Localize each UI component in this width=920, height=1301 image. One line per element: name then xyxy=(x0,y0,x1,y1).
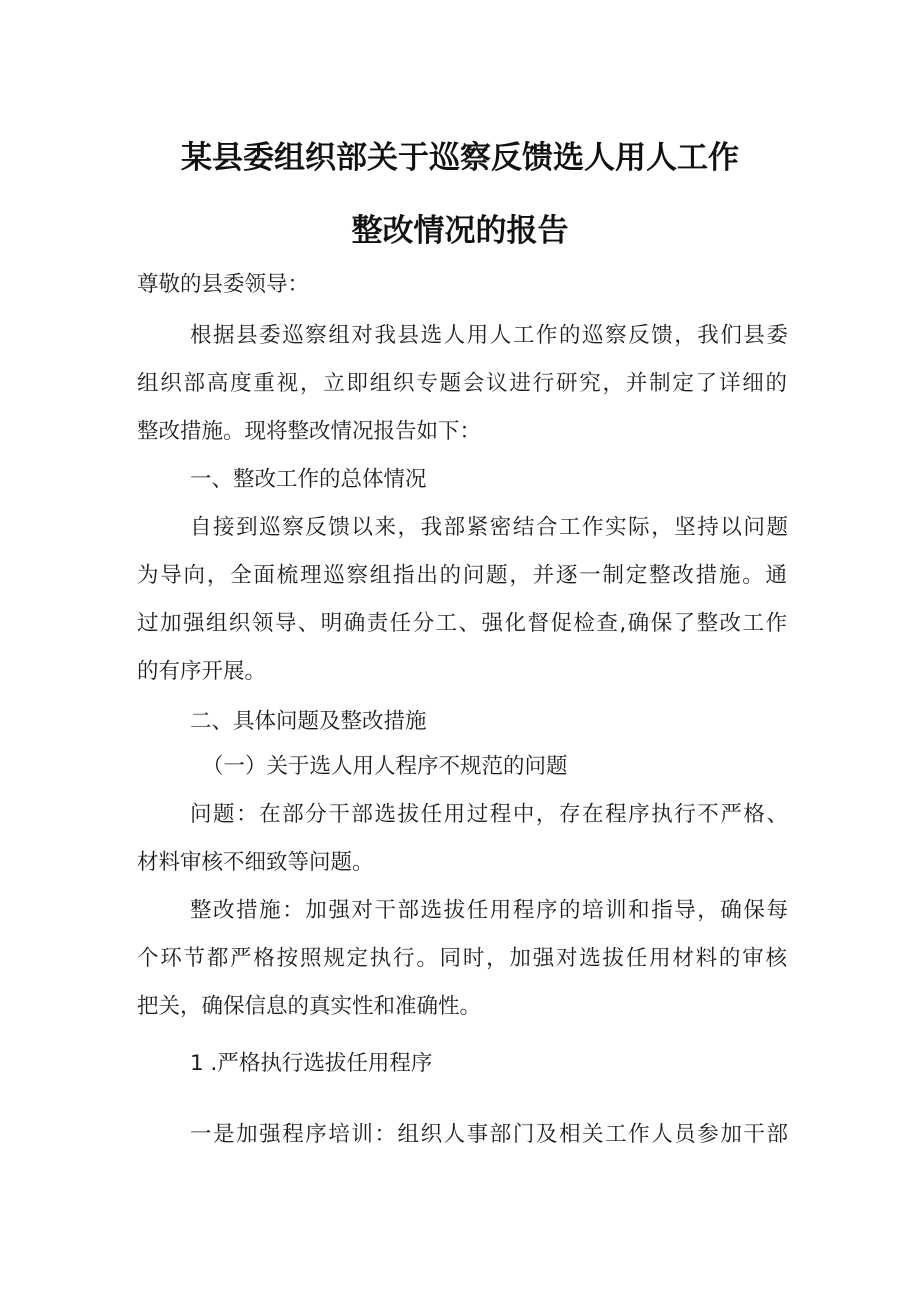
subsection-heading: （一）关于选人用人程序不规范的问题 xyxy=(202,754,568,779)
section-heading-2: 二、具体问题及整改措施 xyxy=(190,709,427,734)
paragraph-line: 一是加强程序培训：组织人事部门及相关工作人员参加干部 xyxy=(190,1122,788,1147)
paragraph-line: 的有序开展。 xyxy=(137,659,267,684)
paragraph-line: 个环节都严格按照规定执行。同时，加强对选拔任用材料的审核 xyxy=(137,946,787,971)
numbered-item-heading: 1 .严格执行选拔任用程序 xyxy=(190,1051,433,1076)
paragraph-line: 为导向，全面梳理巡察组指出的问题，并逐一制定整改措施。通 xyxy=(137,563,787,588)
paragraph-line: 材料审核不细致等问题。 xyxy=(137,850,374,875)
paragraph-line: 问题：在部分干部选拔任用过程中，存在程序执行不严格、 xyxy=(190,802,788,827)
document-title-line-1: 某县委组织部关于巡察反馈选人用人工作 xyxy=(181,140,739,176)
section-heading-1: 一、整改工作的总体情况 xyxy=(190,467,427,492)
paragraph-line: 整改措施：加强对干部选拔任用程序的培训和指导，确保每 xyxy=(190,898,788,923)
paragraph-line: 自接到巡察反馈以来，我部紧密结合工作实际，坚持以问题 xyxy=(190,515,788,540)
paragraph-line: 过加强组织领导、明确责任分工、强化督促检查,确保了整改工作 xyxy=(137,611,787,636)
paragraph-line: 把关，确保信息的真实性和准确性。 xyxy=(137,994,482,1019)
salutation: 尊敬的县委领导： xyxy=(137,272,310,297)
paragraph-line: 根据县委巡察组对我县选人用人工作的巡察反馈，我们县委 xyxy=(190,323,788,348)
paragraph-line: 整改措施。现将整改情况报告如下： xyxy=(137,419,482,444)
document-title-line-2: 整改情况的报告 xyxy=(351,213,569,249)
paragraph-line: 组织部高度重视，立即组织专题会议进行研究，并制定了详细的 xyxy=(137,371,787,396)
